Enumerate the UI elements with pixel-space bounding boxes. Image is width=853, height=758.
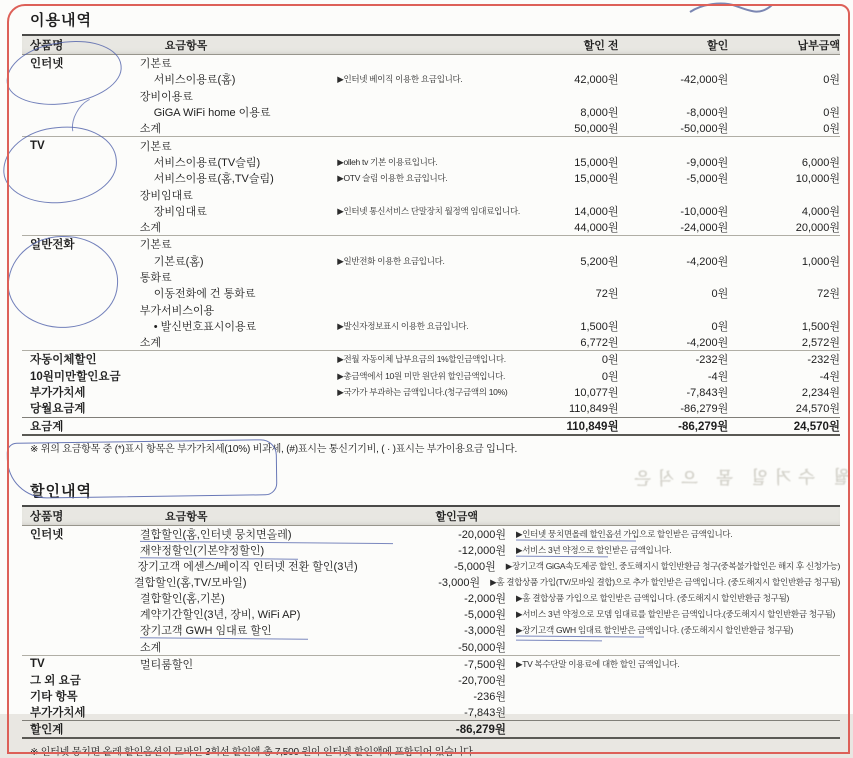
discount-item: 소계 — [140, 641, 162, 654]
amount-discount: -50,000원 — [680, 123, 729, 136]
amount-before: 6,772원 — [580, 337, 619, 350]
usage-summary-row — [22, 400, 840, 416]
fee-item: GiGA WiFi home 이용료 — [153, 107, 271, 120]
summary-label: 부가가치세 — [30, 706, 86, 719]
discount-amount: -3,000원 — [464, 625, 506, 638]
fee-desc: ▶olleh tv 기본 이용료입니다. — [337, 156, 438, 167]
discount-row — [22, 574, 840, 590]
amount-discount: -4,200원 — [686, 337, 729, 350]
fee-item: 기본료 — [139, 58, 172, 71]
discount-amount: -7,843원 — [464, 706, 506, 719]
discount-section-title: 할인내역 — [22, 471, 840, 507]
discount-amount: -2,000원 — [464, 593, 506, 606]
amount-pay: 72원 — [817, 288, 840, 301]
discount-summary-row — [22, 704, 840, 720]
discount-amount: -7,500원 — [464, 658, 506, 671]
summary-label: 10원미만할인요금 — [30, 370, 121, 383]
header-payable: 납부금액 — [797, 40, 840, 52]
usage-table-header — [22, 36, 840, 55]
amount-pay: 2,572원 — [801, 337, 841, 350]
amount-before: 0원 — [601, 370, 619, 383]
usage-row — [22, 285, 840, 301]
total-label: 요금계 — [30, 420, 64, 433]
amount-discount: -42,000원 — [680, 74, 729, 87]
amount-pay: -232원 — [807, 354, 841, 367]
discount-row — [22, 542, 840, 558]
fee-item: 서비스이용료(홈,TV슬림) — [153, 173, 274, 186]
amount-before: 42,000원 — [574, 74, 619, 87]
usage-row — [22, 154, 840, 170]
fee-item: 장비임대료 — [153, 205, 207, 218]
fee-item: 장비이용료 — [139, 90, 193, 103]
discount-summary-row — [22, 688, 840, 704]
usage-row — [22, 104, 840, 120]
amount-pay: 24,570원 — [795, 403, 841, 416]
discount-row — [22, 558, 840, 574]
usage-row — [22, 253, 840, 269]
amount-pay: 24,570원 — [793, 420, 841, 433]
header-product: 상품명 — [30, 40, 64, 52]
usage-footnote: ※ 위의 요금항목 중 (*)표시 항목은 부가가치세(10%) 비과세, (#)표시는 통신기기비, ( · )표시는 부가이용요금 입니다. — [30, 443, 518, 455]
discount-amount: -12,000원 — [458, 544, 506, 557]
amount-pay: 20,000원 — [795, 222, 841, 235]
fee-item: 장비임대료 — [139, 189, 193, 202]
amount-discount: -86,279원 — [678, 420, 729, 433]
amount-pay: 0원 — [823, 74, 840, 87]
amount-discount: -86,279원 — [680, 403, 729, 416]
fee-desc: ▶전월 자동이체 납부요금의 1%할인금액입니다. — [337, 354, 506, 365]
discount-amount: -236원 — [473, 690, 506, 703]
discount-summary-row — [22, 672, 840, 688]
usage-row — [22, 170, 840, 186]
fee-item: 기본료 — [139, 239, 172, 252]
amount-before: 1,500원 — [580, 320, 619, 333]
discount-table-header — [22, 507, 840, 526]
discount-total-row — [22, 720, 840, 739]
amount-discount: -8,000원 — [686, 107, 729, 120]
discount-desc: ▶서비스 3년 약정으로 할인받은 금액입니다. — [506, 544, 840, 556]
fee-item: 기본료 — [139, 140, 172, 153]
fee-item: 기본료(홈) — [153, 255, 204, 268]
discount-row — [22, 622, 840, 638]
discount-desc: ▶TV 복수단말 이용료에 대한 할인 금액입니다. — [516, 658, 680, 669]
amount-discount: -24,000원 — [680, 222, 729, 235]
fee-item: 서비스이용료(홈) — [153, 74, 236, 87]
summary-label: 자동이체할인 — [30, 354, 97, 367]
fee-item: 소계 — [139, 222, 161, 235]
fee-desc: ▶국가가 부과하는 금액입니다.(청구금액의 10%) — [337, 387, 508, 398]
amount-before: 0원 — [601, 354, 619, 367]
amount-pay: 1,500원 — [801, 320, 840, 333]
fee-item: 통화료 — [139, 272, 172, 284]
amount-before: 15,000원 — [574, 156, 619, 169]
product-label: TV — [30, 657, 45, 670]
discount-item: 재약정할인(기본약정할인) — [140, 542, 388, 558]
usage-summary-row — [22, 384, 840, 400]
amount-pay: 10,000원 — [795, 173, 840, 186]
amount-before: 14,000원 — [574, 205, 619, 218]
usage-row — [22, 71, 840, 87]
fee-item: 소계 — [139, 123, 161, 136]
show-through-ghost-text: 월 수거일 몸 으식은 — [627, 467, 851, 489]
amount-pay: 6,000원 — [801, 156, 840, 169]
discount-footnote: ※ 인터넷 뭉치면 올레 할인옵션의 모바일 3회선 할인액 총 7,500 원이 인터넷 할인액에 포함되어 있습니다 — [30, 747, 473, 758]
amount-before: 8,000원 — [580, 107, 619, 120]
usage-section — [22, 0, 840, 455]
header-discount-amount: 할인금액 — [435, 510, 478, 523]
amount-discount: -7,843원 — [686, 387, 729, 400]
usage-row — [22, 55, 840, 71]
discount-desc: ▶서비스 3년 약정으로 모뎀 임대료를 할인받은 금액입니다.(중도해지시 할인반환금 청구됨) — [516, 609, 836, 620]
summary-label: 부가가치세 — [30, 387, 86, 400]
discount-amount: -20,000원 — [458, 528, 506, 541]
amount-before: 50,000원 — [574, 123, 619, 136]
discount-item: 장기고객 에센스/베이직 인터넷 전환 할인(3년) — [137, 561, 358, 574]
header-item: 요금항목 — [164, 40, 208, 52]
usage-row — [22, 269, 840, 285]
summary-label: 기타 항목 — [30, 690, 78, 703]
discount-item: 결합할인(홈,TV/모바일) — [134, 577, 247, 590]
amount-discount: -4,200원 — [686, 255, 729, 268]
header-item: 요금항목 — [165, 510, 208, 523]
discount-desc: ▶장기고객 GiGA속도제공 할인, 중도해지시 할인반환금 청구(중복불가할인은 해지 후 신청가능) — [505, 561, 841, 572]
product-label: TV — [30, 139, 45, 152]
fee-desc: ▶OTV 슬림 이용한 요금입니다. — [337, 173, 448, 184]
pen-underline — [516, 639, 602, 641]
product-label: 일반전화 — [30, 239, 75, 252]
product-label: 인터넷 — [30, 58, 64, 71]
header-before-discount: 할인 전 — [583, 40, 619, 52]
discount-amount: -86,279원 — [455, 724, 506, 736]
header-discount: 할인 — [707, 40, 729, 52]
discount-item: 장기고객 GWH 임대료 할인 — [140, 622, 388, 638]
header-product: 상품명 — [30, 510, 64, 523]
discount-desc: ▶장기고객 GWH 임대료 할인받은 금액입니다. (중도해지시 할인반환금 청구됨) — [506, 624, 840, 636]
discount-item: 결합할인(홈,기본) — [140, 593, 225, 606]
discount-row — [22, 606, 840, 622]
discount-item: 결합할인(홈,인터넷 뭉치면올레) — [140, 526, 388, 542]
amount-pay: 0원 — [823, 123, 841, 136]
amount-discount: -9,000원 — [686, 156, 729, 169]
fee-desc: ▶일반전화 이용한 요금입니다. — [337, 255, 445, 266]
fee-desc: ▶인터넷 베이직 이용한 요금입니다. — [337, 74, 463, 85]
usage-row — [22, 186, 840, 202]
usage-row — [22, 203, 840, 219]
usage-subtotal-row — [22, 120, 840, 137]
discount-amount: -5,000원 — [464, 609, 506, 622]
discount-amount: -5,000원 — [453, 561, 496, 574]
discount-desc: ▶인터넷 뭉치면올레 할인옵션 가입으로 할인받은 금액입니다. — [506, 528, 840, 540]
amount-discount: -232원 — [695, 354, 729, 367]
amount-pay: -4원 — [819, 370, 841, 383]
amount-pay: 0원 — [823, 107, 840, 120]
amount-pay: 4,000원 — [801, 205, 840, 218]
discount-item: 멀티룸할인 — [140, 658, 194, 671]
discount-desc: ▶홈 결합상품 가입(TV/모바일 결합)으로 추가 할인받은 금액입니다. (중도해지시 할인반환금 청구됨) — [490, 577, 841, 588]
discount-section — [22, 471, 840, 758]
fee-desc: ▶인터넷 통신서비스 단말장치 월정액 임대료입니다. — [337, 205, 520, 216]
discount-amount: -3,000원 — [438, 577, 481, 590]
usage-row — [22, 236, 840, 252]
fee-item: 서비스이용료(TV슬림) — [153, 156, 261, 169]
summary-label: 그 외 요금 — [30, 674, 81, 687]
discount-item: 계약기간할인(3년, 장비, WiFi AP) — [140, 609, 301, 622]
amount-pay: 2,234원 — [801, 387, 841, 400]
summary-label: 당월요금계 — [30, 403, 86, 416]
usage-subtotal-row — [22, 219, 840, 236]
usage-summary-row — [22, 351, 840, 367]
amount-before: 110,849원 — [568, 403, 619, 416]
total-label: 할인계 — [30, 724, 64, 736]
amount-before: 44,000원 — [574, 222, 619, 235]
discount-row — [22, 590, 840, 606]
usage-row — [22, 88, 840, 104]
amount-before: 10,077원 — [574, 387, 619, 400]
fee-item: 이동전화에 건 통화료 — [153, 288, 256, 301]
usage-row — [22, 318, 840, 334]
fee-item: 소계 — [139, 337, 161, 350]
amount-before: 5,200원 — [580, 255, 619, 268]
discount-row — [22, 526, 840, 542]
usage-row — [22, 137, 840, 153]
product-label: 인터넷 — [30, 528, 64, 541]
amount-before: 110,849원 — [566, 420, 619, 433]
discount-desc: ▶홈 결합상품 가입으로 할인받은 금액입니다. (중도해지시 할인반환금 청구됨) — [516, 593, 790, 604]
usage-subtotal-row — [22, 334, 840, 351]
discount-amount: -50,000원 — [458, 641, 506, 654]
fee-desc: ▶발신자정보표시 이용한 요금입니다. — [337, 320, 469, 331]
amount-discount: -4원 — [707, 370, 729, 383]
amount-discount: 0원 — [711, 320, 729, 333]
usage-summary-row — [22, 368, 840, 384]
discount-row — [22, 656, 840, 672]
fee-item: • 발신번호표시이용료 — [153, 320, 257, 333]
fee-item: 부가서비스이용 — [139, 304, 215, 317]
amount-discount: -10,000원 — [680, 205, 729, 218]
usage-row — [22, 301, 840, 317]
amount-discount: -5,000원 — [686, 173, 729, 186]
amount-pay: 1,000원 — [801, 255, 840, 268]
discount-subtotal-row — [22, 638, 840, 655]
usage-total-row — [22, 417, 840, 436]
amount-discount: 0원 — [711, 288, 729, 301]
amount-before: 15,000원 — [574, 173, 619, 186]
discount-amount: -20,700원 — [458, 674, 506, 687]
usage-section-title: 이용내역 — [22, 0, 840, 36]
fee-desc: ▶총금액에서 10원 미만 원단위 할인금액입니다. — [337, 370, 506, 381]
amount-before: 72원 — [595, 288, 619, 301]
